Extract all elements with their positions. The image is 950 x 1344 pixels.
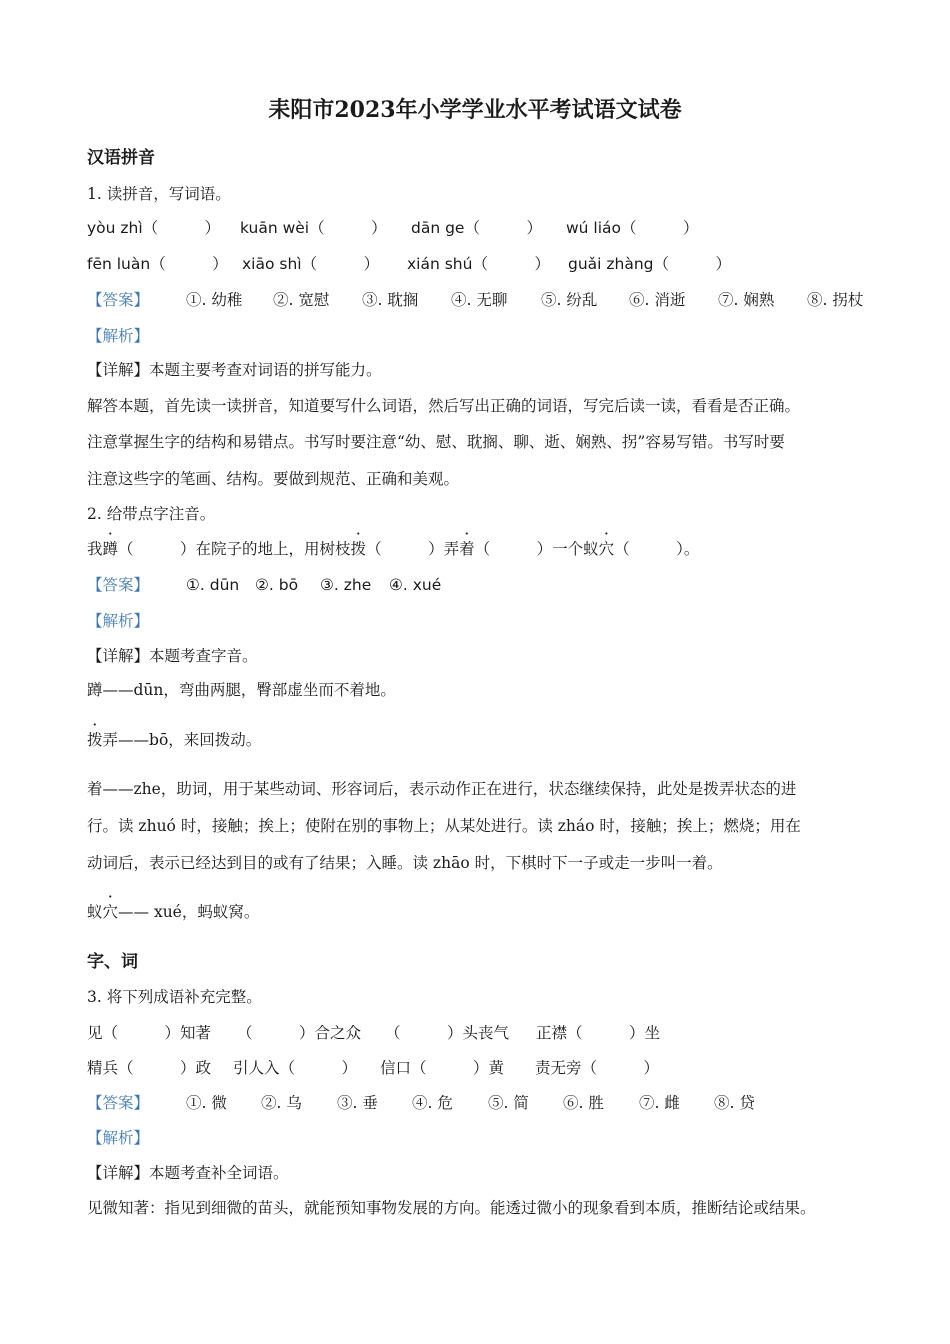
q2-sentence [87,539,699,559]
explanation-line: 注意掌握生字的结构和易错点。书写时要注意“幼、慰、耽搁、聊、逝、娴熟、拐”容易写错。书写时要 [87,433,785,451]
answer-item: ①. 微 [186,1094,227,1112]
q1-item: fēn luàn（ ） [87,255,228,273]
explanation-line: 注意这些字的笔画、结构。要做到规范、正确和美观。 [87,470,460,488]
answer-item: ①. 幼稚 [186,291,243,309]
explanation-text: —— xué，蚂蚁窝。 [118,903,260,921]
dotted-char: 穴 [598,540,615,558]
answer-item: ②. bō [255,576,299,594]
q3-item: （ ）头丧气 [385,1024,510,1042]
answer-item: ⑦. 娴熟 [718,291,775,309]
page-title: 耒阳市2023年小学学业水平考试语文试卷 [268,97,682,123]
q3-item: 责无旁（ ） [535,1059,660,1077]
q1-item: xiāo shì（ ） [242,255,380,273]
q2-text: （ ）在院子的地上，用树枝 [118,540,351,558]
q2-prompt: 2. 给带点字注音。 [87,505,216,523]
q1-item: xián shú（ ） [407,255,550,273]
answer-label: 【答案】 [87,1094,150,1112]
answer-label: 【答案】 [87,576,150,594]
analysis-label: 【解析】 [87,612,150,630]
explanation-text: 蚁 [87,903,103,921]
answer-label: 【答案】 [87,291,150,309]
answer-item: ②. 乌 [261,1094,302,1112]
answer-item: ⑥. 胜 [563,1094,604,1112]
dotted-char: 着 [459,540,475,558]
q2-text: （ ）弄 [366,540,460,558]
q3-item: 引人入（ ） [233,1059,358,1077]
explanation-line: 见微知著：指见到细微的苗头，就能预知事物发展的方向。能透过微小的现象看到本质，推断结论或结果。 [87,1199,816,1217]
q1-item: yòu zhì（ ） [87,219,221,237]
section-heading-words: 字、词 [87,952,138,972]
q3-item: 信口（ ）黄 [380,1059,505,1077]
answer-item: ④. 无聊 [451,291,508,309]
detail-line: 【详解】本题主要考查对词语的拼写能力。 [87,361,382,379]
answer-item: ⑥. 消逝 [629,291,686,309]
answer-item: ④. 危 [412,1094,453,1112]
explanation-text: 弄——bō，来回拨动。 [102,731,262,749]
answer-item: ⑧. 贷 [714,1094,755,1112]
q1-prompt: 1. 读拼音，写词语。 [87,185,231,203]
explanation-line: 解答本题，首先读一读拼音，知道要写什么词语，然后写出正确的词语，写完后读一读，看看是否正确。 [87,397,801,415]
explanation-line: 着——zhe，助词，用于某些动词、形容词后，表示动作正在进行，状态继续保持，此处是拨弄状态的进 [87,780,797,798]
answer-item: ①. dūn [186,576,240,594]
dotted-char: 拨 [87,731,103,749]
answer-item: ③. 垂 [337,1094,378,1112]
explanation-line [87,902,259,922]
answer-item: ④. xué [389,576,442,594]
answer-item: ⑤. 纷乱 [541,291,598,309]
explanation-line: 行。读 zhuó 时，接触；挨上；使附在别的事物上；从某处进行。读 zháo 时，接触；挨上；燃烧；用在 [87,817,801,835]
q1-item: wú liáo（ ） [566,219,699,237]
q1-item: dān ge（ ） [411,219,542,237]
answer-item: ⑦. 雌 [639,1094,680,1112]
analysis-label: 【解析】 [87,327,150,345]
answer-item: ③. 耽搁 [362,291,419,309]
explanation-line [87,730,261,750]
explanation-line: 蹲——dūn，弯曲两腿，臀部虚坐而不着地。 [87,681,396,699]
answer-item: ③. zhe [320,576,372,594]
q1-item: guǎi zhàng（ ） [568,255,732,273]
explanation-line: 动词后，表示已经达到目的或有了结果；入睡。读 zhāo 时，下棋时下一子或走一步叫一着。 [87,854,723,872]
q1-item: kuān wèi（ ） [240,219,387,237]
answer-item: ②. 宽慰 [273,291,330,309]
dotted-char: 蹲 [102,540,119,558]
q3-prompt: 3. 将下列成语补充完整。 [87,988,262,1006]
analysis-label: 【解析】 [87,1129,150,1147]
q2-text: （ ）。 [614,540,700,558]
answer-item: ⑤. 简 [488,1094,529,1112]
detail-line: 【详解】本题考查补全词语。 [87,1164,289,1182]
q2-text: （ ）一个蚁 [474,540,599,558]
answer-item: ⑧. 拐杖 [807,291,864,309]
q3-item: 见（ ）知著 [87,1024,212,1042]
dotted-char: 穴 [102,903,119,921]
detail-line: 【详解】本题考查字音。 [87,647,258,665]
section-heading-pinyin: 汉语拼音 [87,148,155,168]
dotted-char: 拨 [350,540,367,558]
q3-item: （ ）合之众 [237,1024,362,1042]
q3-item: 精兵（ ）政 [87,1059,212,1077]
q3-item: 正襟（ ）坐 [536,1024,661,1042]
q2-text: 我 [87,540,103,558]
